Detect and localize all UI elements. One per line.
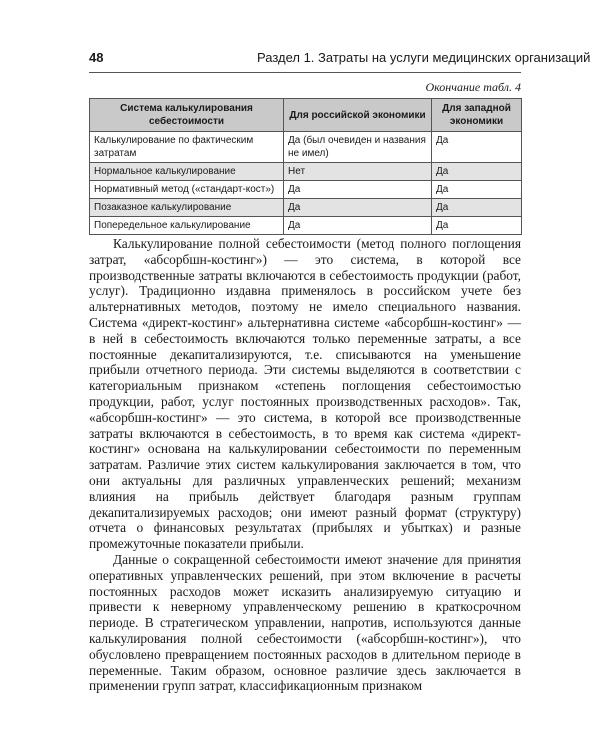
paragraph: Калькулирование полной себестоимости (метод полного поглощения затрат, «абсорбшн-костинг») — это система, в которой все производственные затраты включаются в себестоимость продукции (работ, услуг). Традиционно издавна применялось в российском учете без альтернативных методов, поэтому не имело специального названия. Система «директ-костинг» альтернативна системе «абсорбшн-костинг» — в ней в себестоимость включаются только переменные затраты, а все постоянные декапитализируются, т.е. списываются на уменьшение прибыли отчетного периода. Эти системы выделяются в соответствии с категориальным признаком «степень поглощения себестоимостью продукции, работ, услуг постоянных производственных расходов». Так, «абсорбшн-костинг» — это система, в которой все производственные затраты включаются в себестоимость, в то время как система «директ-костинг» основана на калькулировании себестоимости по переменным затратам. Различие этих систем калькулирования заключается в том, что они актуальны для различных управленческих решений; механизм влияния на прибыль действует благодаря разным группам декапитализируемых расходов; они имеют разный формат (структуру) отчета о финансовых результатах (прибылях и убытках) и разные промежуточные показатели прибыли. [89,236,521,552]
table-row [90,181,522,199]
page-number: 48 [89,50,104,65]
header-divider [89,72,521,73]
table-cell: Да [284,199,432,217]
column-header-russian: Для российской экономики [284,99,432,132]
table-cell: Нормативный метод («стандарт-кост») [90,181,284,199]
table-cell: Калькулирование по фактическим затратам [90,132,284,163]
body-text [89,236,521,694]
column-header-western: Для западной экономики [432,99,522,132]
table-cell: Да [432,163,522,181]
table-cell: Да [284,181,432,199]
paragraph: Данные о сокращенной себестоимости имеют значение для принятия оперативных управленческих решений, при этом включение в расчеты постоянных расходов может исказить анализируемую ситуацию и привести к неверному управленческому решению в краткосрочном периоде. В стратегическом управлении, напротив, используются данные калькулирования полной себестоимости («абсорбшн-костинг»), что обусловлено превращением постоянных расходов в длительном периоде в переменные. Таким образом, основное различие здесь заключается в применении групп затрат, классификационным признаком [89,551,521,694]
table-caption: Окончание табл. 4 [425,80,521,94]
table-header-row [90,99,522,132]
table-cell: Да [432,217,522,235]
table-cell: Да [432,181,522,199]
table-cell: Да [432,132,522,163]
table-row [90,132,522,163]
table-cell: Нет [284,163,432,181]
table-cell: Да (был очевиден и названия не имел) [284,132,432,163]
table-cell: Позаказное калькулирование [90,199,284,217]
table-row [90,163,522,181]
column-header-system: Система калькулирования себестоимости [90,99,284,132]
costing-systems-table [89,98,522,235]
table-row [90,217,522,235]
table-cell: Да [432,199,522,217]
section-title: Раздел 1. Затраты на услуги медицинских организаций [257,50,591,65]
table-row [90,199,522,217]
table-cell: Нормальное калькулирование [90,163,284,181]
table-cell: Да [284,217,432,235]
table-cell: Попередельное калькулирование [90,217,284,235]
